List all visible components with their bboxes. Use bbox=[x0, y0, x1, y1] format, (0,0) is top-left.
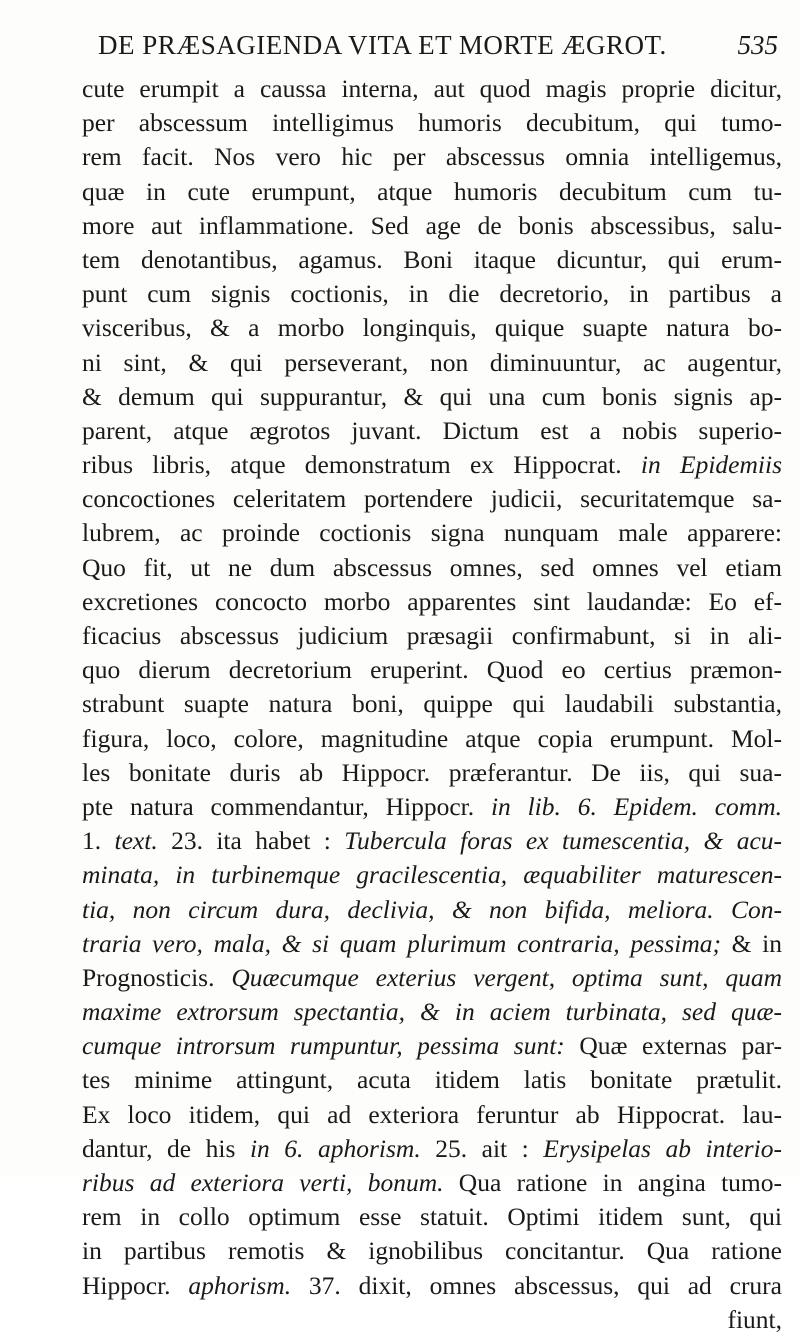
text-line bbox=[82, 175, 782, 209]
text-line bbox=[82, 209, 782, 243]
text-run: Quæ externas par- bbox=[564, 1031, 782, 1061]
text-line bbox=[82, 927, 782, 961]
text-run: per abscessum intelligimus humoris decubitum, qui tumo- bbox=[82, 108, 782, 138]
text-line bbox=[82, 277, 782, 311]
text-run: tem denotantibus, agamus. Boni itaque dicuntur, qui erum- bbox=[82, 244, 782, 274]
text-line bbox=[82, 1063, 782, 1097]
text-line bbox=[82, 482, 782, 516]
italic-run: aphorism. bbox=[188, 1270, 292, 1300]
text-run: Quo fit, ut ne dum abscessus omnes, sed omnes vel etiam bbox=[82, 552, 782, 582]
text-run: concoctiones celeritatem portendere judicii, securitatemque sa- bbox=[82, 484, 782, 514]
text-run: 25. ait : bbox=[420, 1133, 544, 1163]
text-line bbox=[82, 551, 782, 585]
italic-run: maxime extrorsum spectantia, & in aciem turbinata, sed quæ- bbox=[82, 997, 782, 1027]
text-run: rem facit. Nos vero hic per abscessus omnia intelligemus, bbox=[82, 142, 782, 172]
italic-run: Quæcumque exterius vergent, optima sunt, quam bbox=[231, 962, 782, 992]
text-run: ni sint, & qui perseverant, non diminuuntur, ac augentur, bbox=[82, 347, 782, 377]
running-head bbox=[98, 30, 778, 64]
text-run: fiunt, bbox=[727, 1304, 782, 1334]
text-line bbox=[82, 585, 782, 619]
text-run: 23. ita habet : bbox=[157, 826, 345, 856]
text-line bbox=[82, 414, 782, 448]
text-line bbox=[82, 346, 782, 380]
text-run: 1. bbox=[82, 826, 115, 856]
text-run: punt cum signis coctionis, in die decretorio, in partibus a bbox=[82, 279, 782, 309]
page-number: 535 bbox=[737, 30, 778, 60]
text-run: & in bbox=[721, 928, 782, 958]
italic-run: traria vero, mala, & si quam plurimum contraria, pessima; bbox=[82, 928, 721, 958]
body-text bbox=[82, 72, 782, 1337]
text-run: dantur, de his bbox=[82, 1133, 250, 1163]
text-run: Qua ratione in angina tumo- bbox=[443, 1168, 782, 1197]
text-line bbox=[82, 790, 782, 824]
text-run: in partibus remotis & ignobilibus concitantur. Qua ratione bbox=[82, 1236, 782, 1266]
text-line bbox=[82, 1132, 782, 1166]
text-run: Ex loco itidem, qui ad exteriora feruntur ab Hippocrat. lau- bbox=[82, 1099, 782, 1129]
text-run: more aut inflammatione. Sed age de bonis abscessibus, salu- bbox=[82, 210, 782, 240]
text-line bbox=[82, 824, 782, 858]
text-line bbox=[82, 858, 782, 892]
text-line bbox=[82, 1029, 782, 1063]
text-run: parent, atque ægrotos juvant. Dictum est a nobis superio- bbox=[82, 415, 782, 445]
text-run: 37. dixit, omnes abscessus, qui ad crura bbox=[291, 1270, 782, 1300]
text-run: les bonitate duris ab Hippocr. præferantur. De iis, qui sua- bbox=[82, 757, 782, 787]
text-line bbox=[82, 1234, 782, 1268]
text-line bbox=[82, 687, 782, 721]
text-line bbox=[82, 893, 782, 927]
italic-run: Erysipelas ab interio- bbox=[543, 1133, 782, 1163]
text-run: cute erumpit a caussa interna, aut quod magis proprie dicitur, bbox=[82, 74, 782, 103]
text-run: & demum qui suppurantur, & qui una cum bonis signis ap- bbox=[82, 381, 782, 411]
text-line bbox=[82, 995, 782, 1029]
italic-run: minata, in turbinemque gracilescentia, æquabiliter maturescen- bbox=[82, 860, 782, 890]
text-line bbox=[82, 106, 782, 140]
italic-run: tia, non circum dura, declivia, & non bifida, meliora. Con- bbox=[82, 894, 782, 924]
text-line bbox=[82, 380, 782, 414]
text-line bbox=[82, 756, 782, 790]
text-line bbox=[82, 140, 782, 174]
text-line bbox=[82, 619, 782, 653]
text-line bbox=[82, 311, 782, 345]
text-run: strabunt suapte natura boni, quippe qui laudabili substantia, bbox=[82, 689, 782, 719]
text-run: rem in collo optimum esse statuit. Optimi itidem sunt, qui bbox=[82, 1202, 782, 1232]
text-line bbox=[82, 653, 782, 687]
italic-run: ribus ad exteriora verti, bonum. bbox=[82, 1168, 444, 1197]
text-line bbox=[82, 961, 782, 995]
text-run: ficacius abscessus judicium præsagii confirmabunt, si in ali- bbox=[82, 621, 782, 650]
text-run: lubrem, ac proinde coctionis signa nunquam male apparere: bbox=[82, 518, 782, 548]
italic-run: text. bbox=[114, 826, 158, 856]
text-run: tes minime attingunt, acuta itidem latis bonitate prætulit. bbox=[82, 1065, 782, 1095]
text-line bbox=[82, 1303, 782, 1337]
text-line bbox=[82, 1098, 782, 1132]
italic-run: in lib. 6. Epidem. comm. bbox=[490, 791, 782, 821]
italic-run: in 6. aphorism. bbox=[249, 1133, 421, 1163]
text-line bbox=[82, 1166, 782, 1200]
text-line bbox=[82, 72, 782, 106]
text-run: ribus libris, atque demonstratum ex Hippocrat. bbox=[82, 450, 641, 480]
text-run: Prognosticis. bbox=[82, 962, 232, 992]
text-run: pte natura commendantur, Hippocr. bbox=[82, 791, 491, 821]
italic-run: cumque introrsum rumpuntur, pessima sunt: bbox=[82, 1031, 565, 1061]
italic-run: Tubercula foras ex tumescentia, & acu- bbox=[344, 826, 782, 856]
text-run: quo dierum decretorium eruperint. Quod eo certius præmon- bbox=[82, 655, 782, 685]
running-title: DE PRÆSAGIENDA VITA ET MORTE ÆGROT. bbox=[98, 30, 667, 60]
text-line bbox=[82, 1200, 782, 1234]
text-run: visceribus, & a morbo longinquis, quique suapte natura bo- bbox=[82, 313, 782, 343]
text-line bbox=[82, 1269, 782, 1303]
text-run: quæ in cute erumpunt, atque humoris decubitum cum tu- bbox=[82, 176, 782, 206]
text-run: excretiones concocto morbo apparentes sint laudandæ: Eo ef- bbox=[82, 586, 782, 616]
text-line bbox=[82, 516, 782, 550]
text-run: Hippocr. bbox=[82, 1270, 189, 1300]
italic-run: in Epidemiis bbox=[640, 450, 782, 480]
text-line bbox=[82, 448, 782, 482]
text-line bbox=[82, 722, 782, 756]
text-run: figura, loco, colore, magnitudine atque copia erumpunt. Mol- bbox=[82, 723, 782, 753]
text-line bbox=[82, 243, 782, 277]
